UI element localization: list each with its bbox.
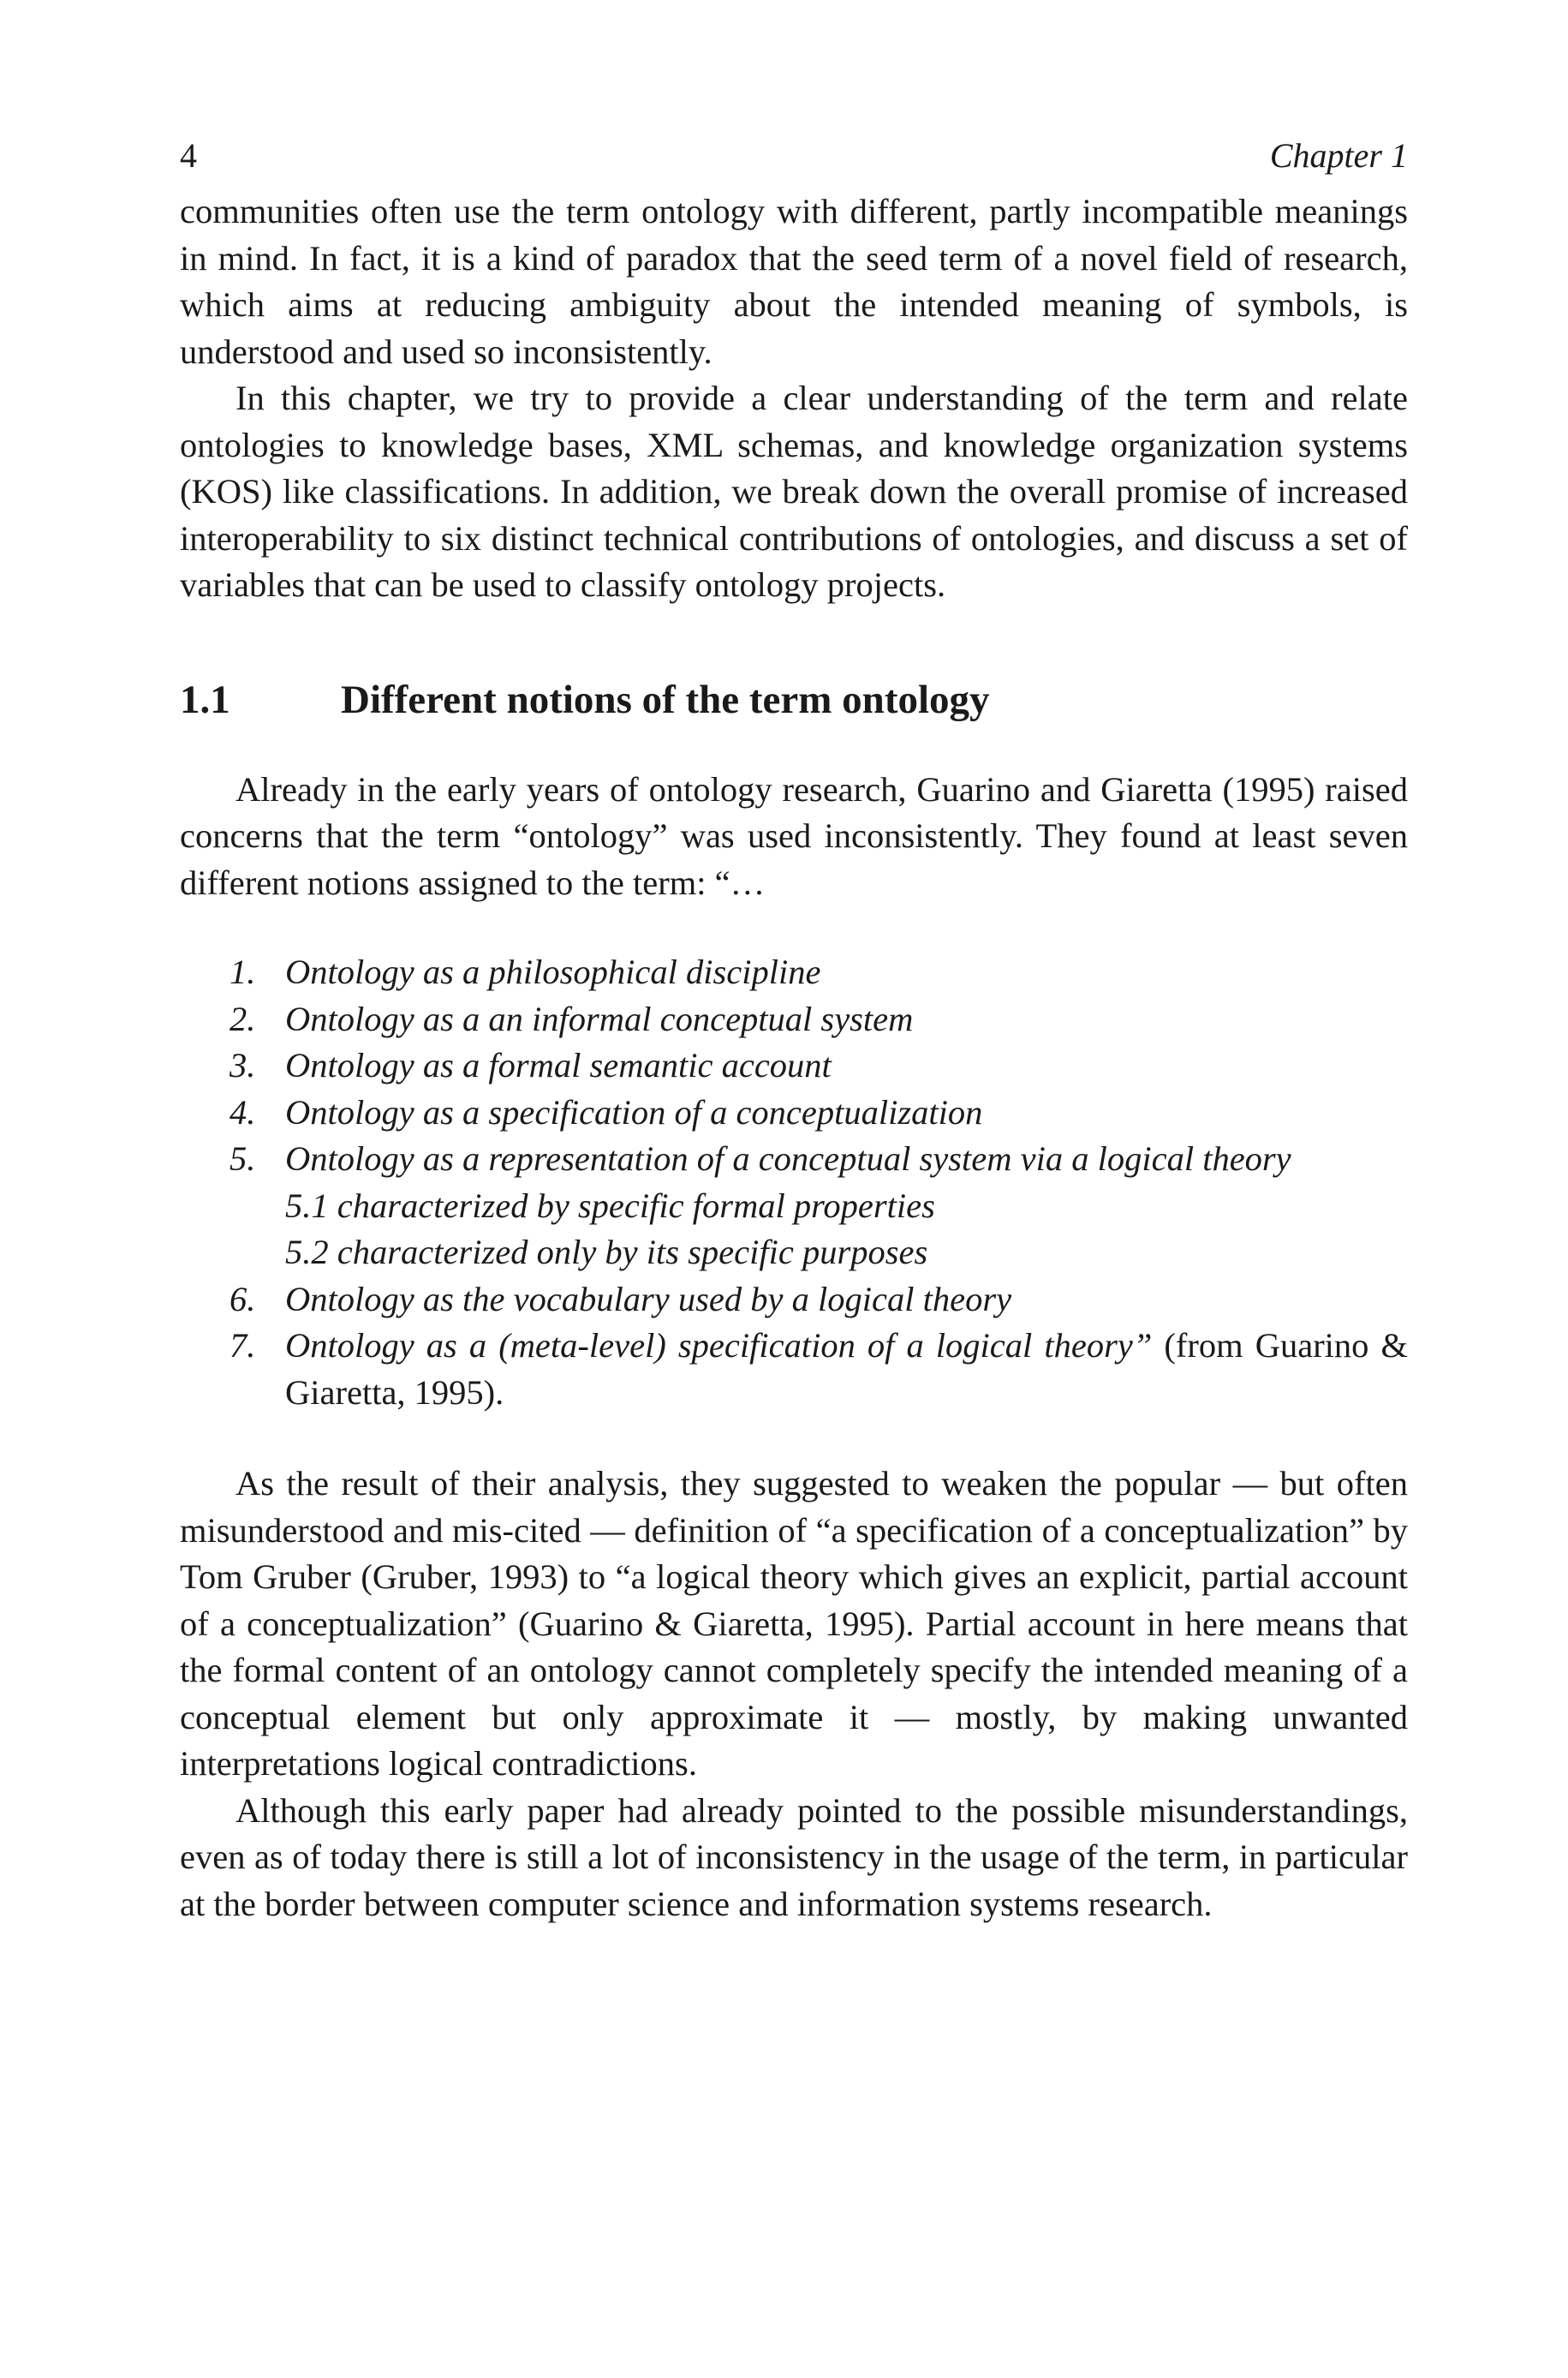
list-text: Ontology as a representation of a conceptual system via a logical theory bbox=[285, 1139, 1291, 1178]
list-number: 3. bbox=[230, 1046, 256, 1084]
notions-list bbox=[180, 949, 1408, 1416]
list-text-italic: Ontology as a (meta-level) specification of a logical theory” bbox=[285, 1326, 1153, 1365]
list-number: 1. bbox=[230, 953, 256, 991]
paragraph: In this chapter, we try to provide a clear understanding of the term and relate ontologies to knowledge bases, XML schemas, and knowledge organization systems (KOS) like classifications. In addition, we break down the overall promise of increased interoperability to six distinct technical contributions of ontologies, and discuss a set of variables that can be used to classify ontology projects. bbox=[180, 379, 1408, 604]
section-intro bbox=[180, 767, 1408, 907]
citation: (from Guarino & Giaretta, 1995). bbox=[285, 1326, 1408, 1412]
list-sub-item: 5.1 characterized by specific formal properties bbox=[285, 1186, 935, 1225]
list-item bbox=[180, 1276, 1408, 1323]
list-sub-item: 5.2 characterized only by its specific purposes bbox=[285, 1233, 928, 1271]
paragraph: As the result of their analysis, they suggested to weaken the popular — but often misunderstood and mis-cited — definition of “a specification of a conceptualization” by Tom Gruber (Gruber, 1993) to “a logical theory which gives an explicit, partial account of a conceptualization” (Guarino & Giaretta, 1995). Partial account in here means that the formal content of an ontology cannot completely specify the intended meaning of a conceptual element but only approximate it — mostly, by making unwanted interpretations logical contradictions. bbox=[180, 1464, 1408, 1783]
list-item bbox=[180, 949, 1408, 996]
section-title: Different notions of the term ontology bbox=[341, 677, 990, 722]
list-item bbox=[180, 996, 1408, 1043]
list-item bbox=[180, 1136, 1408, 1183]
section-heading bbox=[180, 674, 1408, 726]
list-number: 2. bbox=[230, 999, 256, 1038]
list-text: Ontology as a formal semantic account bbox=[285, 1046, 832, 1084]
paragraph: Although this early paper had already pointed to the possible misunderstandings, even as of today there is still a lot of inconsistency in the usage of the term, in particular at the border between computer science and information systems research. bbox=[180, 1790, 1408, 1923]
book-page bbox=[180, 120, 1408, 1927]
list-item bbox=[180, 1090, 1408, 1137]
page-header bbox=[180, 120, 1408, 188]
paragraph: Already in the early years of ontology research, Guarino and Giaretta (1995) raised concerns that the term “ontology” was used inconsistently. They found at least seven different notions assigned to the term: “… bbox=[180, 769, 1408, 902]
list-number: 7. bbox=[230, 1326, 256, 1365]
analysis-text bbox=[180, 1461, 1408, 1927]
list-text: Ontology as the vocabulary used by a logical theory bbox=[285, 1279, 1012, 1318]
list-number: 5. bbox=[230, 1139, 256, 1178]
list-number: 6. bbox=[230, 1279, 256, 1318]
page-number: 4 bbox=[180, 136, 197, 175]
intro-text bbox=[180, 188, 1408, 609]
paragraph: communities often use the term ontology with different, partly incompatible meanings in mind. In fact, it is a kind of paradox that the seed term of a novel field of research, which aims at reducing ambiguity about the intended meaning of symbols, is understood and used so inconsistently. bbox=[180, 192, 1408, 371]
list-text: Ontology as a an informal conceptual system bbox=[285, 999, 914, 1038]
running-head: Chapter 1 bbox=[1269, 136, 1408, 175]
list-text bbox=[285, 1323, 1408, 1416]
list-item bbox=[180, 1043, 1408, 1090]
list-text: Ontology as a specification of a conceptualization bbox=[285, 1092, 983, 1132]
section-number: 1.1 bbox=[180, 677, 230, 722]
list-number: 4. bbox=[230, 1092, 256, 1132]
list-text: Ontology as a philosophical discipline bbox=[285, 953, 821, 991]
list-item bbox=[180, 1323, 1408, 1416]
